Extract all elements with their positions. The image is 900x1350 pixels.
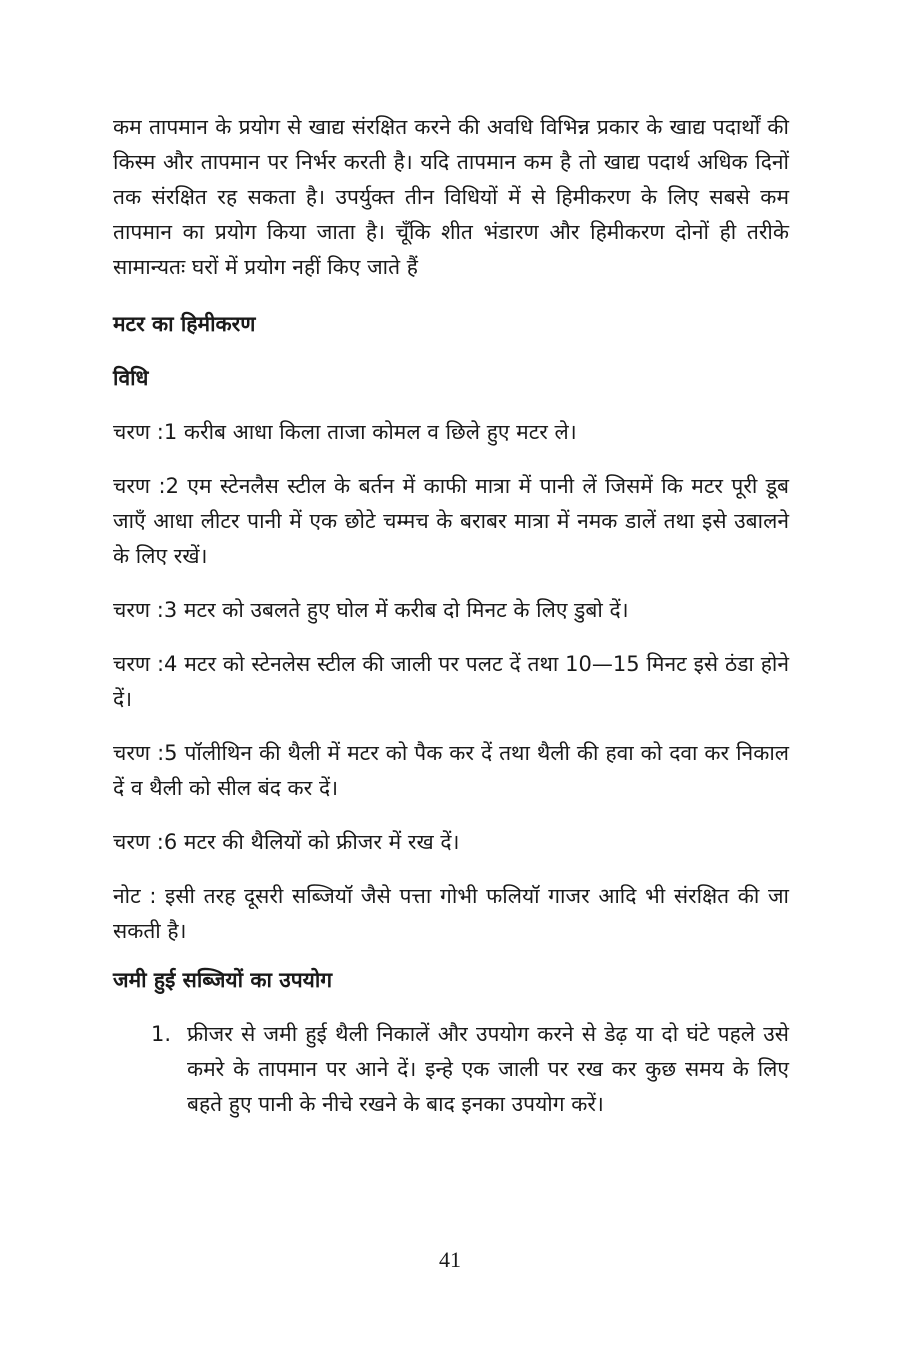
freezing-heading: मटर का हिमीकरण [113,312,256,336]
intro-paragraph: कम तापमान के प्रयोग से खाद्य संरक्षित करने की अवधि विभिन्न प्रकार के खाद्य पदार्थों की किस्म और तापमान पर निर्भर करती है। यदि तापमान कम है तो खाद्य पदार्थ अधिक दिनों तक संरक्षित रह सकता है। उपर्युक्त तीन विधियों में से हिमीकरण के लिए सबसे कम तापमान का प्रयोग किया जाता है। चूँकि शीत भंडारण और हिमीकरण दोनों ही तरीके सामान्यतः घरों में प्रयोग नहीं किए जाते हैं [113,115,789,279]
usage-list [113,1017,789,1122]
note-paragraph: नोट : इसी तरह दूसरी सब्जियॉ जैसे पत्ता गोभी फलियॉ गाजर आदि भी संरक्षित की जा सकती है। [113,884,789,943]
list-item-number: 1. [151,1022,172,1046]
usage-heading: जमी हुई सब्जियों का उपयोग [113,968,333,992]
step-3: चरण :3 मटर को उबलते हुए घोल में करीब दो मिनट के लिए डुबो दें। [113,598,629,622]
list-item-text: फ्रीजर से जमी हुई थैली निकालें और उपयोग करने से डेढ़ या दो घंटे पहले उसे कमरे के तापमान पर आने दें। इन्हे एक जाली पर रख कर कुछ समय के लिए बहते हुए पानी के नीचे रखने के बाद इनका उपयोग करें। [187,1022,789,1116]
method-heading: विधि [113,366,149,390]
list-item [151,1017,789,1122]
step-6: चरण :6 मटर की थैलियों को फ्रीजर में रख दें। [113,830,460,854]
step-1: चरण :1 करीब आधा किला ताजा कोमल व छिले हुए मटर ले। [113,420,577,444]
step-2: चरण :2 एम स्टेनलैस स्टील के बर्तन में काफी मात्रा में पानी लें जिसमें कि मटर पूरी डूब जाएँ आधा लीटर पानी में एक छोटे चम्मच के बराबर मात्रा में नमक डालें तथा इसे उबालने के लिए रखें। [113,474,789,568]
step-4: चरण :4 मटर को स्टेनलेस स्टील की जाली पर पलट दें तथा 10—15 मिनट इसे ठंडा होने दें। [113,652,789,711]
page-number: 41 [439,1247,461,1272]
step-5: चरण :5 पॉलीथिन की थैली में मटर को पैक कर दें तथा थैली की हवा को दवा कर निकाल दें व थैली को सील बंद कर दें। [113,741,789,800]
page-content [113,110,789,1122]
